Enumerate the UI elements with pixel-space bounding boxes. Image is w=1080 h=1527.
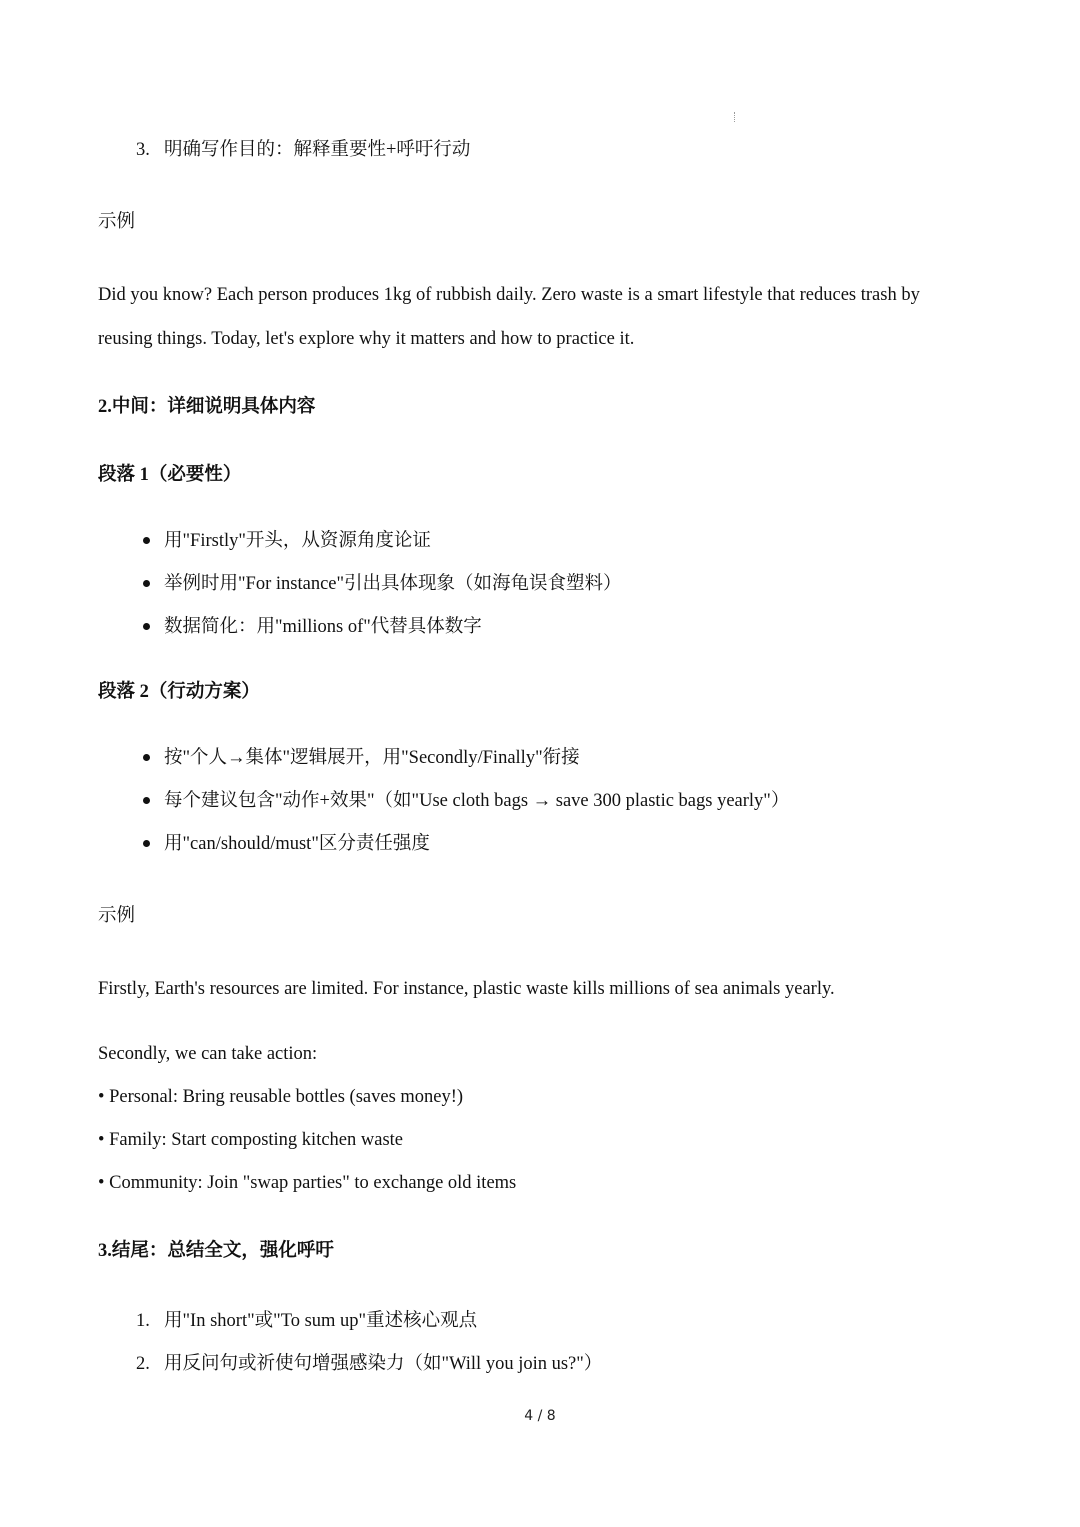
bullet-icon (143, 754, 150, 761)
list-number: 2. (136, 1354, 150, 1374)
bullet-icon (143, 840, 150, 847)
scan-mark (734, 112, 737, 122)
page-number: 4 / 8 (524, 1408, 556, 1424)
example-label: 示例 (98, 212, 136, 232)
paragraph-heading: 段落 2（行动方案） (98, 682, 260, 702)
list-item: 用"In short"或"To sum up"重述核心观点 (164, 1311, 478, 1331)
bullet-icon (143, 580, 150, 587)
section-heading: 3.结尾：总结全文，强化呼吁 (98, 1241, 334, 1261)
example-text-line: Firstly, Earth's resources are limited. For instance, plastic waste kills millions of sea animals yearly. (98, 979, 835, 999)
list-item: 用"Firstly"开头，从资源角度论证 (164, 531, 431, 551)
example-label: 示例 (98, 906, 136, 926)
example-text-line: Secondly, we can take action: (98, 1044, 318, 1064)
paragraph-heading: 段落 1（必要性） (98, 465, 242, 485)
list-item: 用"can/should/must"区分责任强度 (164, 834, 430, 854)
bullet-icon (143, 797, 150, 804)
section-heading: 2.中间：详细说明具体内容 (98, 397, 316, 417)
example-text-line: Did you know? Each person produces 1kg of rubbish daily. Zero waste is a smart lifestyle that reduces trash by (98, 285, 920, 305)
list-item: 举例时用"For instance"引出具体现象（如海龟误食塑料） (164, 574, 622, 594)
list-item: 按"个人→集体"逻辑展开，用"Secondly/Finally"衔接 (164, 748, 580, 768)
list-number: 1. (136, 1311, 150, 1331)
list-item: 每个建议包含"动作+效果"（如"Use cloth bags → save 300 plastic bags yearly"） (164, 791, 790, 811)
example-bullet-line: • Community: Join "swap parties" to exchange old items (98, 1173, 517, 1193)
list-number: 3. (136, 140, 150, 160)
example-bullet-line: • Family: Start composting kitchen waste (98, 1130, 404, 1150)
bullet-icon (143, 537, 150, 544)
bullet-icon (143, 623, 150, 630)
example-text-line: reusing things. Today, let's explore why it matters and how to practice it. (98, 329, 635, 349)
list-item: 用反问句或祈使句增强感染力（如"Will you join us?"） (164, 1354, 603, 1374)
list-item: 数据简化：用"millions of"代替具体数字 (164, 617, 482, 637)
example-bullet-line: • Personal: Bring reusable bottles (saves money!) (98, 1087, 464, 1107)
list-item: 明确写作目的：解释重要性+呼吁行动 (164, 140, 471, 160)
